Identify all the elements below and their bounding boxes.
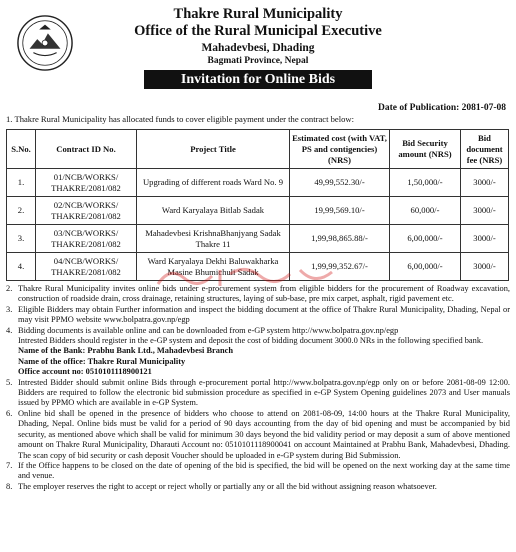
item-text: Intrested Bidder should submit online Bids through e-procurement portal http://www.bolpatra.gov.np/egp only on or before 2081-08-09 12:00. Bidders are required to follow the electronic bid submission procedure as specified in e-GP System Opening guidelines 2073 and User manuals issued by PPMO which are available in e-GP System. (18, 377, 510, 408)
intro-text: 1. Thakre Rural Municipality has allocated funds to cover eligible payment under the contract below: (6, 114, 355, 124)
cell: 49,99,552.30/- (290, 169, 390, 197)
item-text: Eligible Bidders may obtain Further information and inspect the bidding document at the office of Thakre Rural Municipality, Dhading, Nepal or may visit PPMO website www.bolpatra.gov.np/egp (18, 304, 510, 325)
conditions-list (6, 284, 510, 492)
cell: 19,99,569.10/- (290, 197, 390, 225)
contract-table (6, 129, 509, 281)
item-number: 5. (6, 377, 13, 387)
cell: 4. (7, 253, 36, 281)
table-row (7, 225, 509, 253)
bank-name: Name of the Bank: Prabhu Bank Ltd., Mahadevbesi Branch (18, 346, 233, 356)
cell: 60,000/- (390, 197, 461, 225)
item-number: 4. (6, 325, 13, 335)
item-number: 8. (6, 481, 13, 491)
cell: 3000/- (461, 169, 509, 197)
col-bid-security: Bid Security amount (NRS) (390, 130, 461, 169)
col-project-title: Project Title (137, 130, 290, 169)
office-name: Office of the Rural Municipal Executive (134, 23, 382, 39)
cell: 6,00,000/- (390, 253, 461, 281)
item-number: 7. (6, 460, 13, 470)
item-text: The employer reserves the right to accept or reject wholly or partially any or all the bid without assigning reason whatsoever. (18, 481, 437, 491)
title-banner: Invitation for Online Bids (144, 70, 372, 89)
cell: Upgrading of different roads Ward No. 9 (137, 169, 290, 197)
item-text-line: Bidding documents is available online and can be downloaded from e-GP system http://www.bolpatra.gov.np/egp (18, 325, 399, 335)
cell: 6,00,000/- (390, 225, 461, 253)
item-number: 3. (6, 304, 13, 314)
cell: Ward Karyalaya Bitlab Sadak (137, 197, 290, 225)
item-text-line: Intrested Bidders should register in the e-GP system and deposit the cost of bidding document 3000.0 NRs in the following specified bank. (18, 336, 484, 346)
col-contract-id: Contract ID No. (36, 130, 137, 169)
cell: 04/NCB/WORKS/ THAKRE/2081/082 (36, 253, 137, 281)
address: Mahadevbesi, Dhading (201, 42, 315, 54)
province: Bagmati Province, Nepal (207, 56, 309, 66)
header (6, 6, 510, 100)
cell: 1,50,000/- (390, 169, 461, 197)
cell: Ward Karyalaya Dekhi Baluwakharka Masine Bhumichuli Sadak (137, 253, 290, 281)
cell: 01/NCB/WORKS/ THAKRE/2081/082 (36, 169, 137, 197)
publication-date: Date of Publication: 2081-07-08 (378, 103, 506, 113)
watermark-icon (150, 262, 340, 292)
list-item (6, 326, 510, 378)
cell: Mahadevbesi KrishnaBhanjyang Sadak Thakre 11 (137, 225, 290, 253)
list-item (6, 461, 510, 482)
cell: 03/NCB/WORKS/ THAKRE/2081/082 (36, 225, 137, 253)
cell: 3. (7, 225, 36, 253)
item-text: If the Office happens to be closed on the date of opening of the bid is specified, the bid will be opened on the next working day at the same time and venue. (18, 460, 510, 481)
cell: 2. (7, 197, 36, 225)
col-sno: S.No. (7, 130, 36, 169)
office-account: Office account no: 0510101118900121 (18, 367, 152, 377)
list-item (6, 409, 510, 461)
office-name-line: Name of the office: Thakre Rural Municipality (18, 356, 186, 366)
item-text: Thakre Rural Municipality invites online bids under e-procurement system from eligible bidders for the procurement of Roadway excavation, construction of roadside drain, cross drainage, retaining structures, laying of sub-base, pre mix carpet, asphalt, rigid pavement etc. (18, 284, 510, 304)
list-item (6, 482, 510, 492)
cell: 1. (7, 169, 36, 197)
cell: 3000/- (461, 197, 509, 225)
table-row (7, 197, 509, 225)
cell: 1,99,98,865.88/- (290, 225, 390, 253)
municipality-name: Thakre Rural Municipality (173, 6, 343, 22)
list-item (6, 305, 510, 326)
cell: 02/NCB/WORKS/ THAKRE/2081/082 (36, 197, 137, 225)
list-item (6, 378, 510, 409)
table-header-row (7, 130, 509, 169)
item-text (18, 326, 510, 378)
item-number: 2. (6, 284, 13, 293)
item-text: Online bid shall be opened in the presence of bidders who choose to attend on 2081-08-09, 14:00 hours at the Thakre Rural Municipality, Dhading, Nepal. Online bids must be valid for a period of 90 days accounting from the day of bid opening and must be accompanied by bid security, as mentioned above which shall be valid for minimum 30 days beyond the bid validity period or may deposit a sum of above mentioned amount on Thakre Rural Municipality, Dharauti Account no: 0510101118900041 on account Maintained at Prabhu Bank, Mahadevbesi, Dhading. The scan copy of bid security or cash deposit Voucher should be uploaded in e-GP system during Bid Submission. (18, 408, 510, 460)
cell: 3000/- (461, 253, 509, 281)
cell: 1,99,99,352.67/- (290, 253, 390, 281)
col-estimated-cost: Estimated cost (with VAT, PS and contigencies) (NRS) (290, 130, 390, 169)
nepal-emblem-icon (16, 14, 74, 72)
col-doc-fee: Bid document fee (NRS) (461, 130, 509, 169)
cell: 3000/- (461, 225, 509, 253)
table-row (7, 169, 509, 197)
item-number: 6. (6, 408, 13, 418)
